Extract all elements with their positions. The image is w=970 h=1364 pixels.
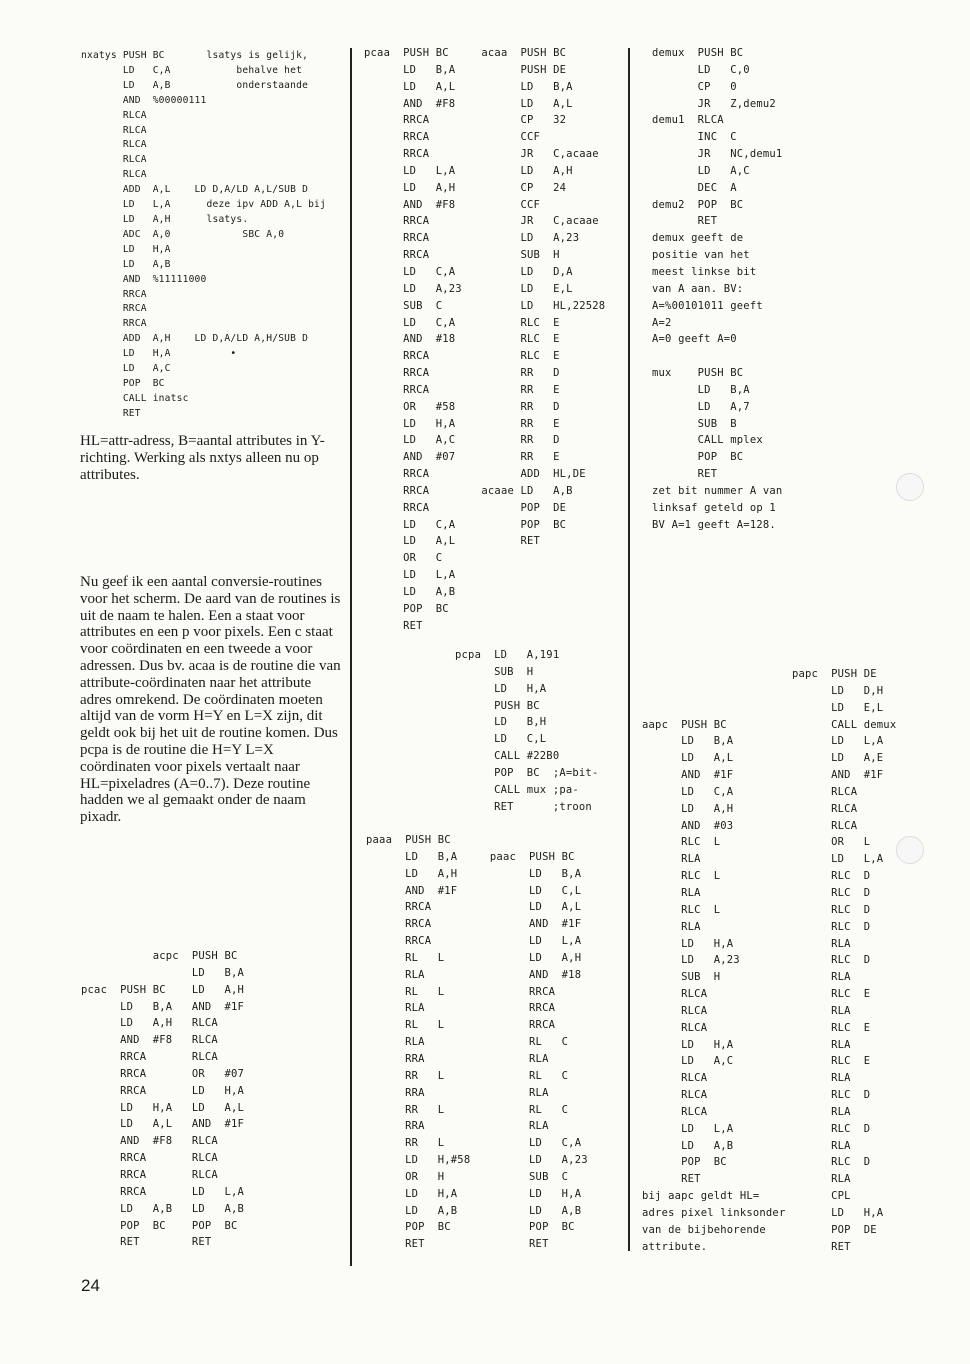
pcac-acpc-listing: acpc PUSH BC LD B,A pcac PUSH BC LD A,H LD B,A AND #1F LD A,H RLCA AND #F8 RLCA RRCA RLCA RRCA OR #07 RRCA LD H,A LD H,A LD A,L LD A,L AND #1F AND #F8 RLCA RRCA RLCA RRCA RLCA RRCA LD L,A LD A,B LD A,B POP BC POP BC RET RET [81,950,245,1249]
demux-mux-listing: demux PUSH BC LD C,0 CP 0 JR Z,demu2 demu1 RLCA INC C JR NC,demu1 LD A,C DEC A demu2 POP BC RET demux geeft de positie van het meest linkse bit van A aan. BV: A=%00101011 geeft A=2 A=0 geeft A=0 mux PUSH BC LD B,A LD A,7 SUB B CALL mplex POP BC RET zet bit nummer A van linksaf geteld op 1 BV A=1 geeft A=128. [652,47,783,531]
page-number: 24 [81,1276,100,1295]
pcpa-listing: pcpa LD A,191 SUB H LD H,A PUSH BC LD B,H LD C,L CALL #22B0 POP BC ;A=bit- CALL mux ;pa- RET ;troon [455,649,599,813]
aapc-papc-listing: papc PUSH DE LD D,H LD E,L aapc PUSH BC CALL demux LD B,A LD L,A LD A,L LD A,E AND #1F AND #1F LD C,A RLCA LD A,H RLCA AND #03 RLCA RLC L OR L RLA LD L,A RLC L RLC D RLA RLC D RLC L RLC D RLA RLC D LD H,A RLA LD A,23 RLC D SUB H RLA RLCA RLC E RLCA RLA RLCA RLC E LD H,A RLA LD A,C RLC E RLCA RLA RLCA RLC D RLCA RLA LD L,A RLC D LD A,B RLA POP BC RLC D RET RLA bij aapc geldt HL= CPL adres pixel linksonder LD H,A van de bijbehorende POP DE attribute. RET [642,668,897,1253]
paragraph-attributes-note: HL=attr-adress, B=aantal attributes in Y-richting. Werking als nxtys alleen nu op attributes. [80,433,325,483]
column-divider-2 [628,48,630,1251]
punch-hole-bottom [896,836,924,864]
pcaa-acaa-listing: pcaa PUSH BC acaa PUSH BC LD B,A PUSH DE LD A,L LD B,A AND #F8 LD A,L RRCA CP 32 RRCA CCF RRCA JR C,acaae LD L,A LD A,H LD A,H CP 24 AND #F8 CCF RRCA JR C,acaae RRCA LD A,23 RRCA SUB H LD C,A LD D,A LD A,23 LD E,L SUB C LD HL,22528 LD C,A RLC E AND #18 RLC E RRCA RLC E RRCA RR D RRCA RR E OR #58 RR D LD H,A RR E LD A,C RR D AND #07 RR E RRCA ADD HL,DE RRCA acaae LD A,B RRCA POP DE LD C,A POP BC LD A,L RET OR C LD L,A LD A,B POP BC RET [364,47,606,632]
nxatys-listing: nxatys PUSH BC lsatys is gelijk, LD C,A behalve het LD A,B onderstaande AND %00000111 RLCA RLCA RLCA RLCA RLCA ADD A,L LD D,A/LD A,L/SUB D LD L,A deze ipv ADD A,L bij LD A,H lsatys. ADC A,0 SBC A,0 LD H,A LD A,B AND %11111000 RRCA RRCA RRCA ADD A,H LD D,A/LD A,H/SUB D LD H,A • LD A,C POP BC CALL inatsc RET [81,50,327,419]
paaa-paac-listing: paaa PUSH BC LD B,A paac PUSH BC LD A,H LD B,A AND #1F LD C,L RRCA LD A,L RRCA AND #1F RRCA LD L,A RL L LD A,H RLA AND #18 RL L RRCA RLA RRCA RL L RRCA RLA RL C RRA RLA RR L RL C RRA RLA RR L RL C RRA RLA RR L LD C,A LD H,#58 LD A,23 OR H SUB C LD H,A LD H,A LD A,B LD A,B POP BC POP BC RET RET [366,834,588,1251]
paragraph-conversion-routines: Nu geef ik een aantal conversie-routines voor het scherm. De aard van de routines is uit de naam te halen. Een a staat voor attributes en een p voor pixels. Een c staat voor coördinaten en een tweede a voor adressen. Dus bv. acaa is de routine die van attribute-coördinaten naar het attribute adres omrekend. De coördinaten moeten altijd van de vorm H=Y en L=X zijn, dit geldt ook bij het uit de routine komen. Dus pcpa is de routine die H=Y L=X coördinaten voor pixels vertaalt naar HL=pixeladres (A=0..7). Deze routine hadden we al gemaakt onder de naam pixadr. [80,574,341,826]
punch-hole-top [896,473,924,501]
column-divider-1 [350,48,352,1266]
